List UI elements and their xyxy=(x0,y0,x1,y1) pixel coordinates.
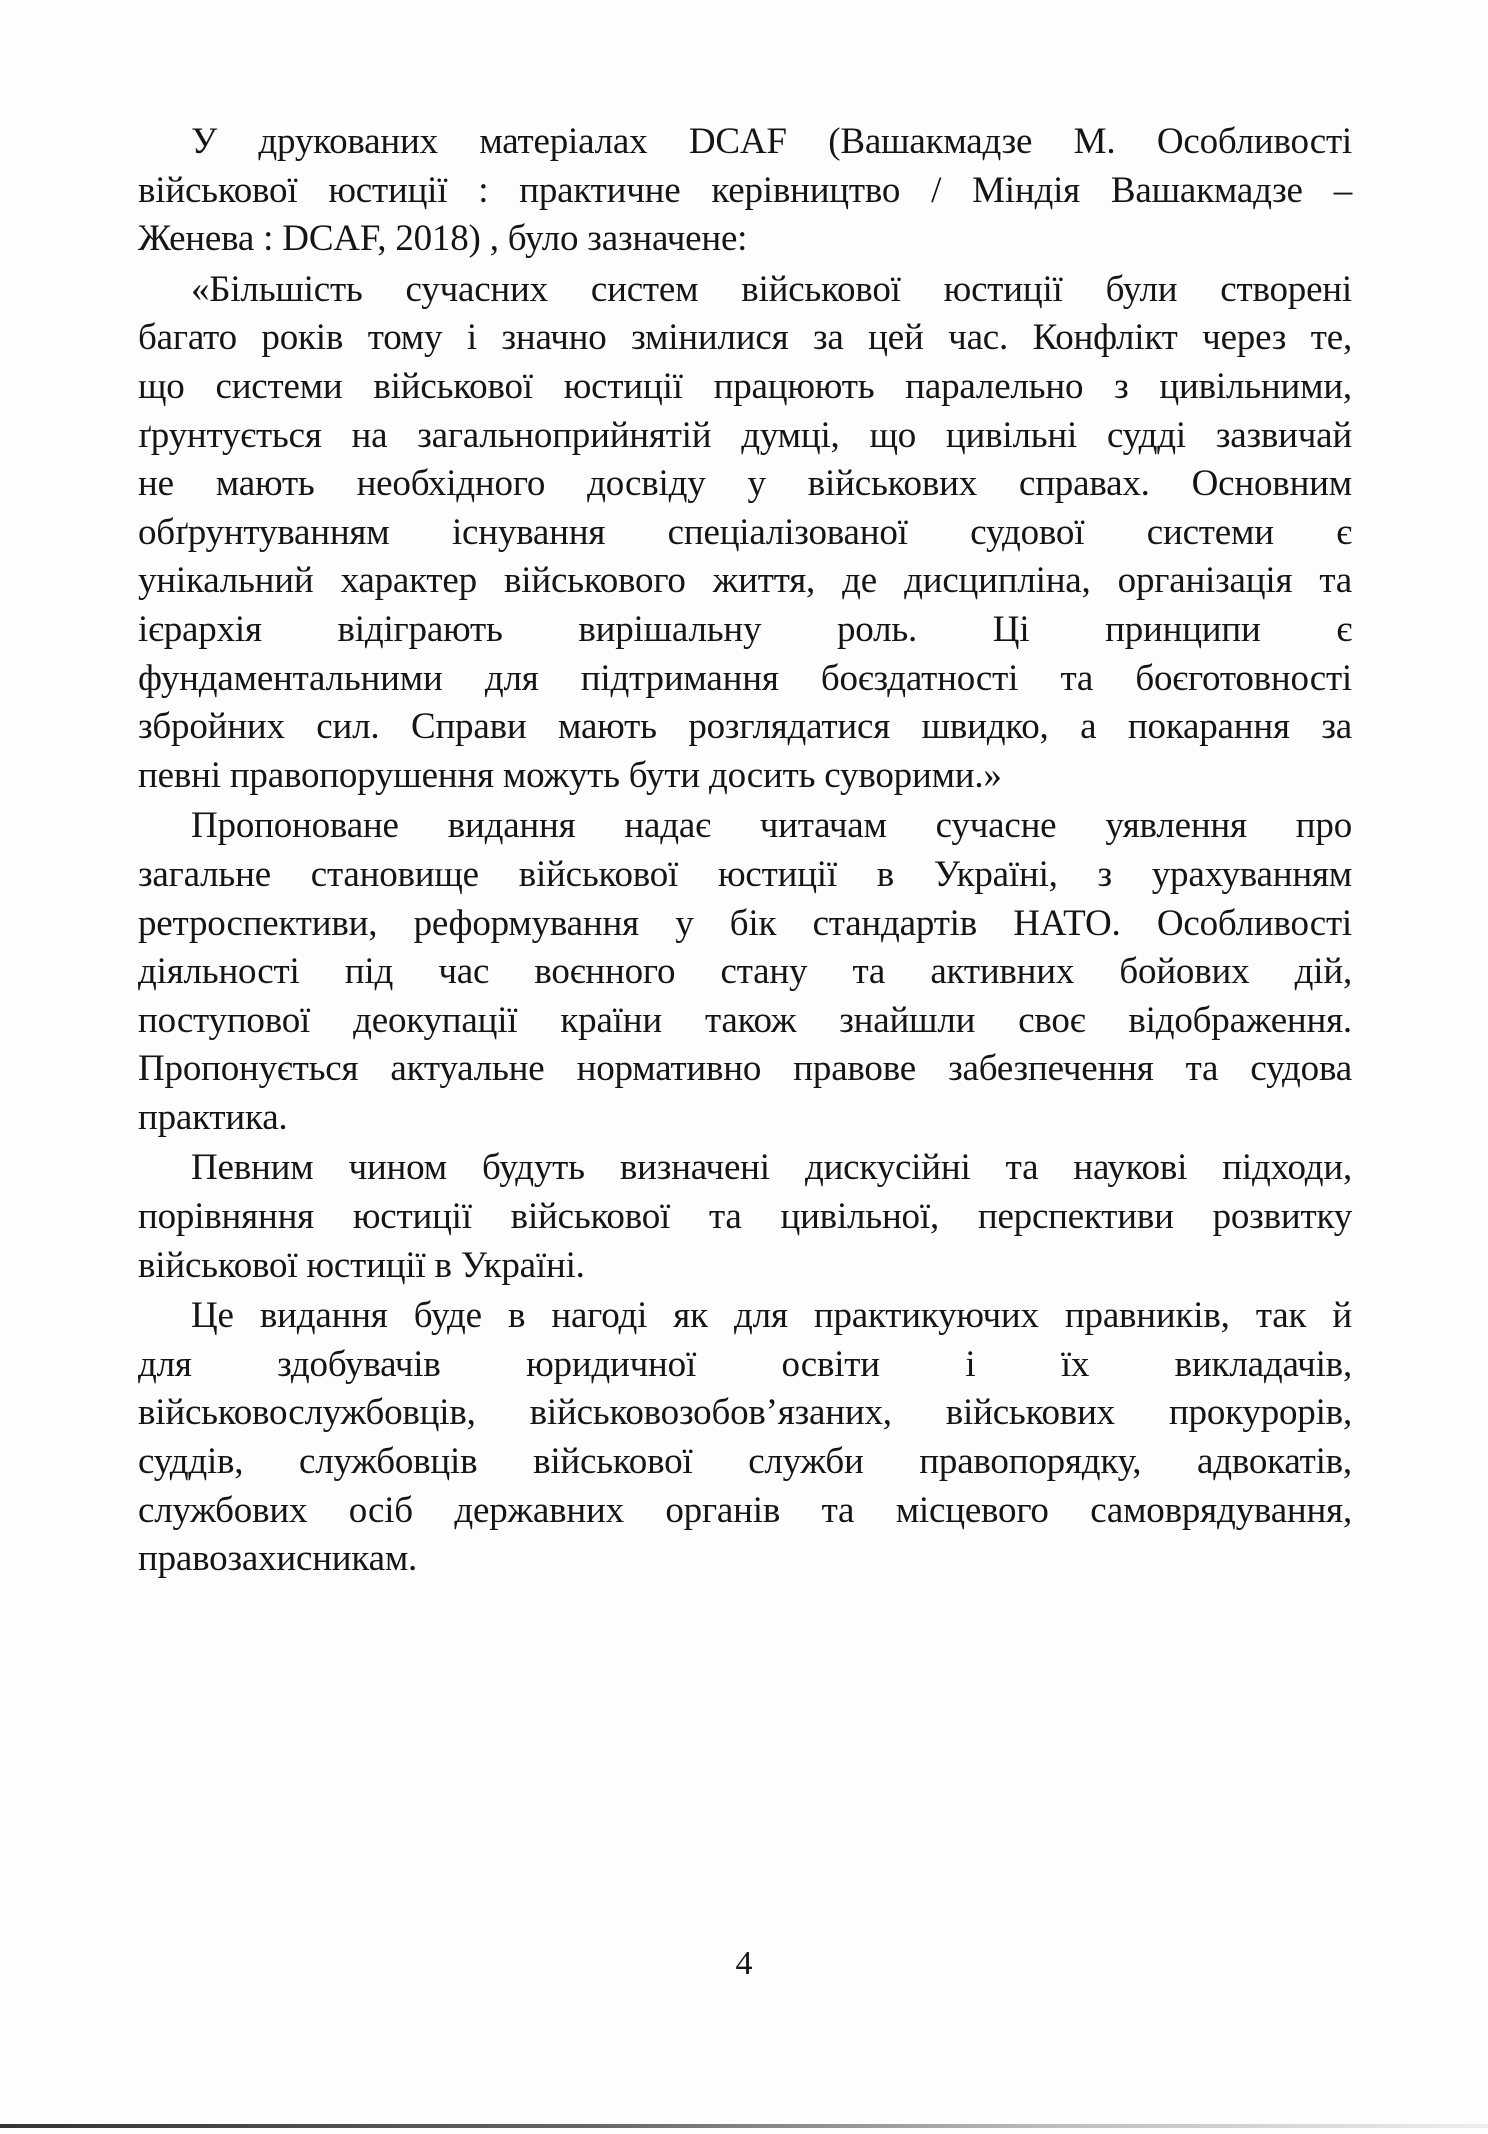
paragraph xyxy=(138,1292,1352,1584)
page-number: 4 xyxy=(735,1945,753,1982)
page-body xyxy=(138,118,1352,1586)
paragraph xyxy=(138,802,1352,1142)
text-line: суддів, службовців військової служби правопорядку, адвокатів, xyxy=(138,1441,1352,1483)
text-line: практика. xyxy=(138,1096,288,1138)
text-line: правозахисникам. xyxy=(138,1538,418,1580)
text-line: «Більшість сучасних систем військової юстиції були створені xyxy=(191,268,1352,310)
paragraph xyxy=(138,266,1352,801)
scan-edge-divider xyxy=(0,2124,1488,2128)
text-line: військової юстиції : практичне керівництво / Міндія Вашакмадзе – xyxy=(138,169,1352,211)
text-line: не мають необхідного досвіду у військових справах. Основним xyxy=(138,463,1352,505)
text-line: обґрунтуванням існування спеціалізованої судової системи є xyxy=(138,511,1352,553)
text-line: Це видання буде в нагоді як для практикуючих правників, так й xyxy=(191,1295,1352,1337)
text-line: діяльності під час воєнного стану та активних бойових дій, xyxy=(138,951,1352,993)
text-line: військовослужбовців, військовозобов’язаних, військових прокурорів, xyxy=(138,1392,1352,1434)
text-line: ґрунтується на загальноприйнятій думці, що цивільні судді зазвичай xyxy=(138,414,1352,456)
paragraph xyxy=(138,1144,1352,1290)
text-line: збройних сил. Справи мають розглядатися швидко, а покарання за xyxy=(138,706,1352,748)
text-line: порівняння юстиції військової та цивільної, перспективи розвитку xyxy=(138,1196,1352,1238)
text-line: унікальний характер військового життя, де дисципліна, організація та xyxy=(138,560,1352,602)
text-line: загальне становище військової юстиції в Україні, з урахуванням xyxy=(138,853,1352,895)
text-line: ієрархія відіграють вирішальну роль. Ці принципи є xyxy=(138,608,1352,650)
text-line: фундаментальними для підтримання боєздатності та боєготовності xyxy=(138,657,1352,699)
text-line: Женева : DCAF, 2018) , було зазначене: xyxy=(138,218,748,260)
text-line: багато років тому і значно змінилися за цей час. Конфлікт через те, xyxy=(138,317,1352,359)
text-line: для здобувачів юридичної освіти і їх викладачів, xyxy=(138,1343,1352,1385)
text-line: службових осіб державних органів та місцевого самоврядування, xyxy=(138,1489,1352,1531)
text-line: певні правопорушення можуть бути досить суворими.» xyxy=(138,754,1002,796)
text-line: Певним чином будуть визначені дискусійні та наукові підходи, xyxy=(191,1147,1352,1189)
text-line: У друкованих матеріалах DCAF (Вашакмадзе М. Особливості xyxy=(191,121,1352,162)
text-line: поступової деокупації країни також знайшли своє відображення. xyxy=(138,999,1352,1041)
text-line: Пропонується актуальне нормативно правове забезпечення та судова xyxy=(138,1048,1352,1090)
text-line: Пропоноване видання надає читачам сучасне уявлення про xyxy=(191,805,1352,847)
text-line: ретроспективи, реформування у бік стандартів НАТО. Особливості xyxy=(138,902,1352,944)
text-line: військової юстиції в Україні. xyxy=(138,1244,585,1286)
paragraph xyxy=(138,118,1352,264)
text-line: що системи військової юстиції працюють паралельно з цивільними, xyxy=(138,365,1352,407)
